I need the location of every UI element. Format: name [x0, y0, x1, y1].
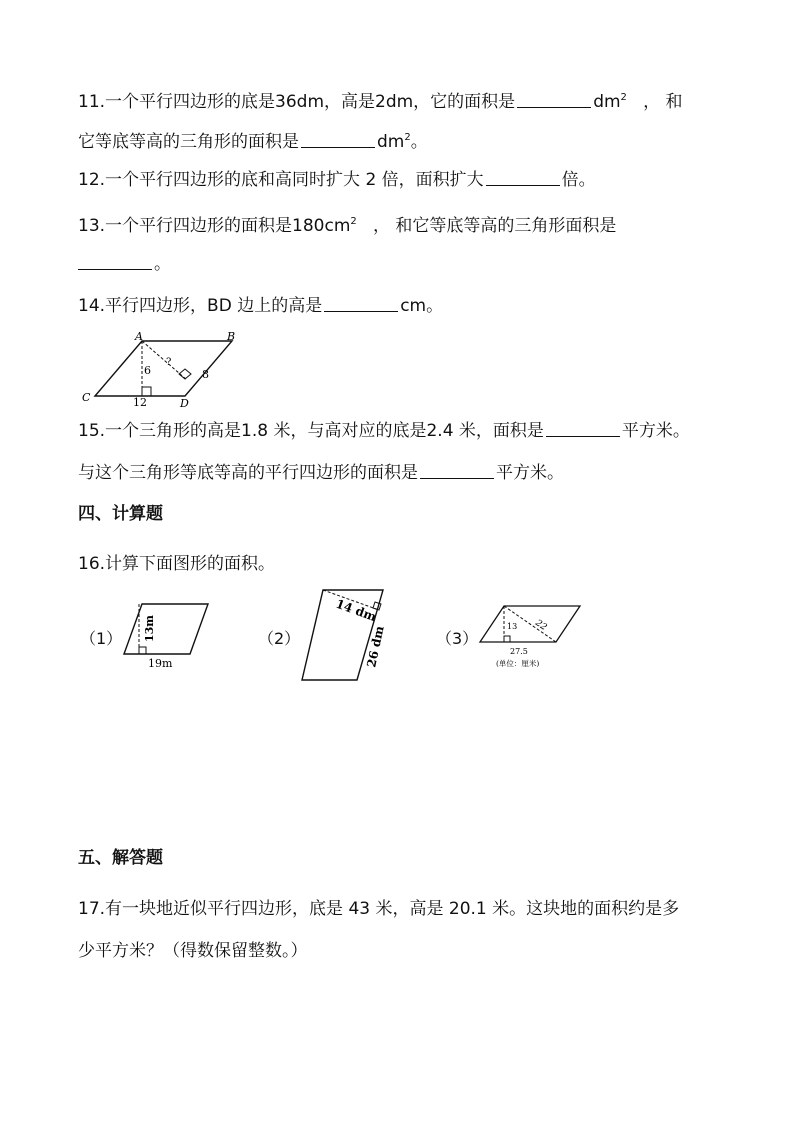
q16-figure-2: [295, 584, 391, 688]
q12-end: 倍。: [561, 170, 596, 190]
label-c: C: [82, 391, 91, 404]
label-height-6: 6: [144, 364, 151, 377]
q15-blank-1[interactable]: [546, 420, 620, 437]
q13-exponent: 2: [350, 216, 357, 227]
q13-text: 13.一个平行四边形的面积是180cm: [78, 216, 351, 236]
label-base-12: 12: [133, 396, 147, 408]
q11-blank-2[interactable]: [301, 131, 375, 148]
q11-text-3: 它等底等高的三角形的面积是: [78, 132, 299, 152]
label-b: B: [227, 330, 236, 343]
q12-blank[interactable]: [486, 169, 560, 186]
q16-text: 16.计算下面图形的面积。: [78, 554, 276, 574]
q14-parallelogram-figure: [76, 328, 246, 408]
q16-figure-1-label: （1）: [80, 629, 123, 648]
section-4-heading: 四、计算题: [78, 504, 163, 524]
label-a: A: [135, 330, 143, 343]
fig2-width-label: 14 dm: [333, 596, 379, 625]
q14-end: cm。: [400, 296, 444, 316]
q11-line2: [78, 127, 428, 153]
q13-end: 。: [154, 254, 171, 274]
label-d: D: [180, 397, 189, 408]
q11-text: 11.一个平行四边形的底是36dm，高是2dm，它的面积是: [78, 92, 516, 112]
q15-text-2: 平方米。: [621, 421, 690, 441]
q13-line1: [78, 211, 616, 237]
q11-unit: dm: [593, 92, 621, 112]
q17-line1: 17.有一块地近似平行四边形，底是 43 米，高是 20.1 米。这块地的面积约是多: [78, 899, 680, 919]
q16-figure-3-label: （3）: [436, 629, 479, 648]
q11-blank-1[interactable]: [517, 91, 591, 108]
q11-exponent-2: 2: [404, 132, 411, 143]
fig3-height-label: 13: [507, 622, 518, 631]
q15-line2: [78, 462, 564, 484]
q14-text: 14.平行四边形，BD 边上的高是: [78, 296, 323, 316]
q15-text-3: 与这个三角形等底等高的平行四边形的面积是: [78, 463, 418, 483]
q13-blank[interactable]: [78, 253, 152, 270]
fig3-side-label: 22: [533, 618, 549, 633]
label-side-8: 8: [202, 368, 209, 381]
q14-line: [78, 295, 443, 317]
q13-text-2: ， 和它等底等高的三角形面积是: [372, 216, 617, 236]
q11-exponent: 2: [620, 92, 627, 103]
fig3-base-label: 27.5: [510, 647, 528, 656]
q11-end: 。: [410, 132, 428, 152]
fig1-base-label: 19m: [148, 657, 173, 670]
q16-figure-2-label: （2）: [258, 629, 301, 648]
q12-line: [78, 169, 596, 191]
q11-line1: [78, 87, 683, 113]
q16-figure-3: [474, 600, 586, 672]
q15-blank-2[interactable]: [420, 462, 494, 479]
q15-text: 15.一个三角形的高是1.8 米，与高对应的底是2.4 米，面积是: [78, 421, 544, 441]
fig1-height-label: 13m: [143, 615, 156, 642]
q17-line2: 少平方米？（得数保留整数。）: [78, 941, 308, 961]
q16-figure-1: [118, 598, 214, 672]
q15-line1: [78, 420, 690, 442]
fig2-length-label: 26 dm: [364, 624, 387, 669]
section-5-heading: 五、解答题: [78, 848, 163, 868]
q14-blank[interactable]: [324, 295, 398, 312]
q13-line2: [78, 253, 171, 275]
label-unknown: ?: [166, 357, 172, 368]
q11-text-2: ， 和: [643, 92, 683, 112]
q15-text-4: 平方米。: [496, 463, 564, 483]
q11-unit-2: dm: [377, 132, 405, 152]
q12-text: 12.一个平行四边形的底和高同时扩大 2 倍，面积扩大: [78, 170, 484, 190]
fig3-unit-label: (单位：厘米): [496, 659, 540, 668]
